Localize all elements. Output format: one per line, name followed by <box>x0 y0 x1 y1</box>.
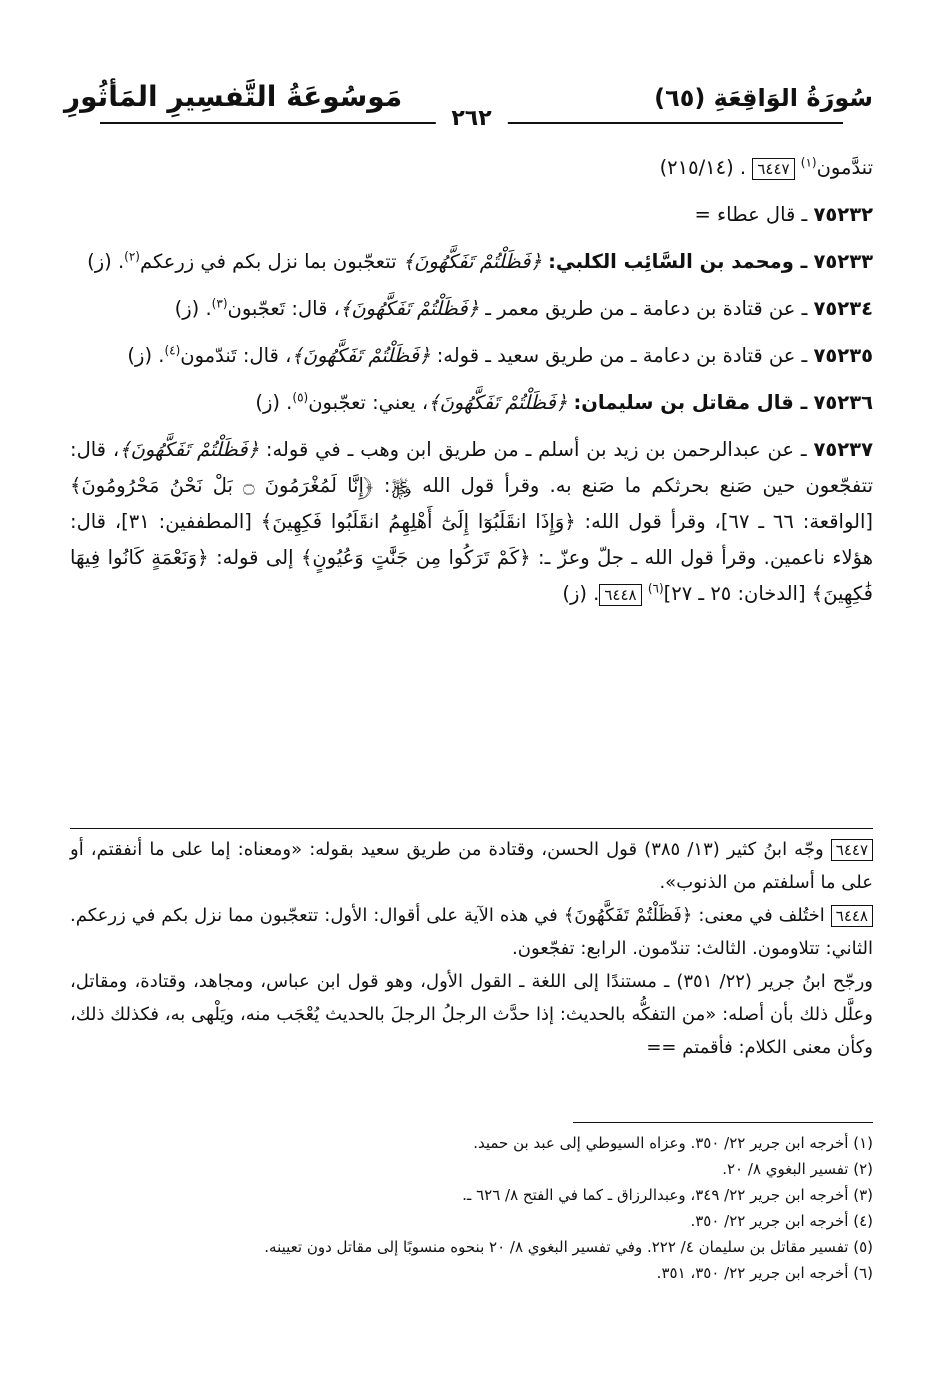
quran-quote: ﴿فَظَلْتُمْ تَفَكَّهُونَ﴾ <box>291 344 431 367</box>
note: ٦٤٤٨ اختُلف في معنى: ﴿فَظَلْتُمْ تَفَكَّهُونَ﴾ في هذه الآية على أقوال: الأول: تتعجّبون مما نزل بكم في زرعكم. الثاني: تتلاومون. الثالث: تندّمون. الرابع: تفجّعون. <box>70 905 873 959</box>
page-header <box>40 70 903 140</box>
footnote: (١) أخرجه ابن جرير ٢٢/ ٣٥٠. وعزاه السيوطي إلى عبد بن حميد. <box>473 1134 873 1152</box>
note: ورجّح ابنُ جرير (٢٢/ ٣٥١) ـ مستندًا إلى اللغة ـ القول الأول، وهو قول ابن عباس، ومجاهد، وقتادة، ومقاتل، وعلَّل ذلك بأن أصله: «من التفكُّه بالحديث: إذا حدَّث الرجلُ الرجلَ بالحديث يُعْجَب منه، ويَلْهى به، فكذلك ذلك، وكأن معنى الكلام: فأقمتم == <box>70 971 874 1058</box>
quran-quote: ﴿فَظَلْتُمْ تَفَكَّهُونَ﴾ <box>402 250 542 273</box>
commentary-notes <box>70 828 873 1064</box>
note-ref-box: ٦٤٤٧ <box>831 839 873 861</box>
footnote-rule <box>573 1122 873 1123</box>
entry: ٧٥٢٣٣ ـ ومحمد بن السَّائِب الكلبي: ﴿فَظَلْتُمْ تَفَكَّهُونَ﴾ تتعجّبون بما نزل بكم في زرعكم$^{(٢)}$. (ز) <box>87 249 873 273</box>
entry: ٧٥٢٣٧ ـ عن عبدالرحمن بن زيد بن أسلم ـ من طريق ابن وهب ـ في قوله: ﴿فَظَلْتُمْ تَفَكَّهُونَ﴾، قال: تتفجّعون حين صَنع بحرثكم ما صَنع به. وقرأ قول الله ﷿: ﴿إِنَّا لَمُغْرَمُونَ ۝ بَلْ نَحْنُ مَحْرُومُونَ﴾ [الواقعة: ٦٦ ـ ٦٧]، وقرأ قول الله: ﴿وَإِذَا انقَلَبُوٓا إِلَىٰٓ أَهْلِهِمُ انقَلَبُوا فَكِهِينَ﴾ [المطففين: ٣١]، قال: هؤلاء ناعمين. وقرأ قول الله ـ جلّ وعزّ ـ: ﴿كَمْ تَرَكُوا مِن جَنَّٰتٍ وَعُيُونٍ﴾ إلى قوله: ﴿وَنَعْمَةٍ كَانُوا فِيهَا فَٰكِهِينَ﴾ [الدخان: ٢٥ ـ ٢٧]$^{(٦)}$ ٦٤٤٨. (ز) <box>70 438 873 605</box>
footnotes <box>70 1130 873 1286</box>
entry-speaker: ـ ومحمد بن السَّائِب الكلبي: <box>548 250 808 273</box>
entry-number: ٧٥٢٣٣ <box>813 250 873 273</box>
entry-number: ٧٥٢٣٥ <box>813 344 873 367</box>
cross-reference-box: ٦٤٤٧ <box>752 158 794 180</box>
quran-quote: ﴿فَظَلْتُمْ تَفَكَّهُونَ﴾ <box>119 438 260 461</box>
notes-divider <box>70 828 873 829</box>
quran-quote: ﴿فَظَلْتُمْ تَفَكَّهُونَ﴾ <box>428 391 568 414</box>
footnote: (٢) تفسير البغوي ٨/ ٢٠. <box>722 1160 873 1178</box>
entry-number: ٧٥٢٣٦ <box>813 391 873 414</box>
entry: ٧٥٢٣٦ ـ قال مقاتل بن سليمان: ﴿فَظَلْتُمْ تَفَكَّهُونَ﴾، يعني: تعجّبون$^{(٥)}$. (ز) <box>255 390 873 414</box>
entry-speaker: ـ عن قتادة بن دعامة ـ من طريق معمر ـ <box>485 297 808 320</box>
quran-quote: ﴿فَظَلْتُمْ تَفَكَّهُونَ﴾ <box>339 297 480 320</box>
entry-number: ٧٥٢٣٧ <box>813 438 873 461</box>
book-title: مَوسُوعَةُ التَّفسِيرِ المَأثُورِ <box>64 80 403 113</box>
entry: ٧٥٢٣٢ ـ قال عطاء = <box>694 203 873 226</box>
entry: ٧٥٢٣٤ ـ عن قتادة بن دعامة ـ من طريق معمر ـ ﴿فَظَلْتُمْ تَفَكَّهُونَ﴾، قال: تَعجّبون$^{(٣)}$. (ز) <box>174 296 873 320</box>
main-text <box>70 150 873 623</box>
cross-reference-box: ٦٤٤٨ <box>599 584 641 606</box>
entry-number: ٧٥٢٣٤ <box>813 297 873 320</box>
page-number: ٢٦٢ <box>435 106 507 131</box>
footnote: (٥) تفسير مقاتل بن سليمان ٤/ ٢٢٢. وفي تفسير البغوي ٨/ ٢٠ بنحوه منسوبًا إلى مقاتل دون تعيينه. <box>264 1238 873 1256</box>
entry: ٧٥٢٣٥ ـ عن قتادة بن دعامة ـ من طريق سعيد ـ قوله: ﴿فَظَلْتُمْ تَفَكَّهُونَ﴾، قال: تَندّمون$^{(٤)}$. (ز) <box>127 343 873 367</box>
entry: تندَّمون$^{(١)}$ ٦٤٤٧ . (٢١٥/١٤) <box>659 155 873 179</box>
footnote: (٦) أخرجه ابن جرير ٢٢/ ٣٥٠، ٣٥١. <box>656 1264 873 1282</box>
entry-speaker: ـ عن عبدالرحمن بن زيد بن أسلم ـ من طريق ابن وهب ـ في قوله: <box>265 438 807 461</box>
sura-title: سُورَةُ الوَاقِعَةِ (٦٥) <box>654 84 873 112</box>
entry-number: ٧٥٢٣٢ <box>813 203 873 226</box>
entry-speaker: ـ عن قتادة بن دعامة ـ من طريق سعيد ـ قوله: <box>436 344 808 367</box>
note-ref-box: ٦٤٤٨ <box>831 905 873 927</box>
entry-speaker: ـ قال مقاتل بن سليمان: <box>573 391 808 414</box>
note: ٦٤٤٧ وجّه ابنُ كثير (١٣/ ٣٨٥) قول الحسن، وقتادة من طريق سعيد بقوله: «ومعناه: إما على ما أنفقتم، أو على ما أسلفتم من الذنوب». <box>70 839 873 893</box>
footnote: (٤) أخرجه ابن جرير ٢٢/ ٣٥٠. <box>690 1212 873 1230</box>
footnote: (٣) أخرجه ابن جرير ٢٢/ ٣٤٩، وعبدالرزاق ـ كما في الفتح ٨/ ٦٢٦ ـ. <box>462 1186 873 1204</box>
